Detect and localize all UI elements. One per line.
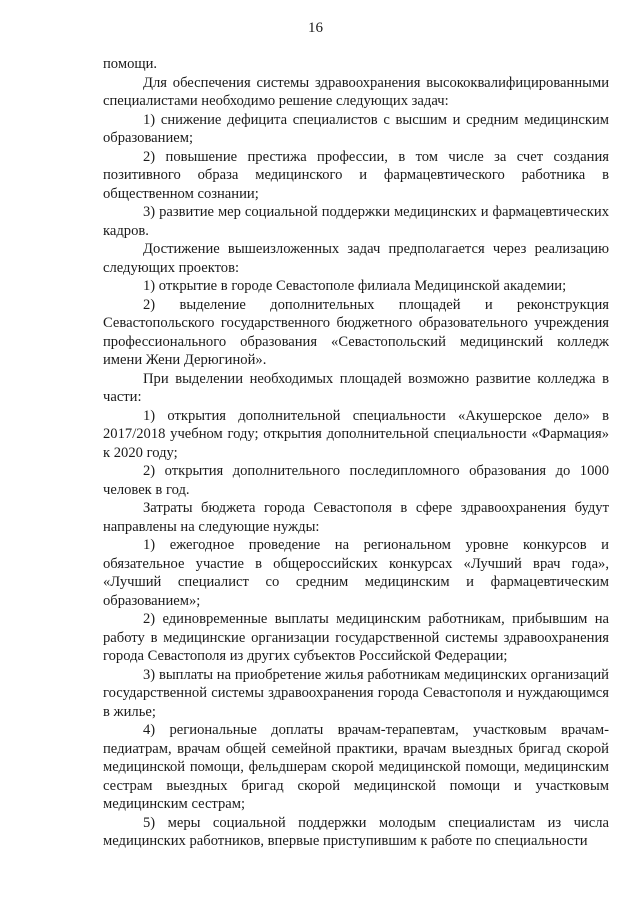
document-body — [103, 55, 609, 851]
list-item: 2) единовременные выплаты медицинским работникам, прибывшим на работу в медицинские организации государственной системы здравоохранения города Севастополя из других субъектов Российской Федерации; — [103, 611, 609, 664]
page-number: 16 — [308, 20, 323, 36]
list-item: 1) открытие в городе Севастополе филиала Медицинской академии; — [143, 278, 567, 294]
list-item: 2) открытия дополнительного последипломного образования до 1000 человек в год. — [103, 463, 609, 498]
paragraph: Для обеспечения системы здравоохранения высококвалифицированными специалистами необходимо решение следующих задач: — [103, 74, 609, 109]
list-item: 3) выплаты на приобретение жилья работникам медицинских организаций государственной системы здравоохранения города Севастополя и нуждающимся в жилье; — [103, 666, 609, 720]
paragraph: помощи. — [103, 56, 158, 72]
list-item: 2) повышение престижа профессии, в том числе за счет создания позитивного образа медицинского и фармацевтического работника в общественном сознании; — [103, 148, 609, 202]
list-item: 1) снижение дефицита специалистов с высшим и средним медицинским образованием; — [103, 111, 609, 146]
paragraph: Достижение вышеизложенных задач предполагается через реализацию следующих проектов: — [103, 241, 609, 276]
list-item: 1) ежегодное проведение на региональном уровне конкурсов и обязательное участие в общероссийских конкурсах «Лучший врач года», «Лучший специалист со средним медицинским и фармацевтическим образованием»; — [103, 537, 609, 609]
paragraph: При выделении необходимых площадей возможно развитие колледжа в части: — [103, 370, 609, 405]
list-item: 1) открытия дополнительной специальности «Акушерское дело» в 2017/2018 учебном году; открытия дополнительной специальности «Фармация» к 2020 году; — [103, 407, 609, 461]
list-item: 4) региональные доплаты врачам-терапевтам, участковым врачам-педиатрам, врачам общей семейной практики, врачам выездных бригад скорой медицинской помощи, фельдшерам скорой медицинской помощи, медицинским сестрам выездных бригад скорой медицинской помощи и участковым медицинским сестрам; — [103, 722, 609, 812]
list-item: 3) развитие мер социальной поддержки медицинских и фармацевтических кадров. — [103, 204, 609, 239]
list-item: 2) выделение дополнительных площадей и реконструкция Севастопольского государственного бюджетного образовательного учреждения профессионального образования «Севастопольский медицинский колледж имени Жени Дерюгиной». — [103, 296, 609, 368]
paragraph: Затраты бюджета города Севастополя в сфере здравоохранения будут направлены на следующие нужды: — [103, 500, 609, 535]
list-item: 5) меры социальной поддержки молодым специалистам из числа медицинских работников, впервые приступившим к работе по специальности — [103, 814, 609, 849]
